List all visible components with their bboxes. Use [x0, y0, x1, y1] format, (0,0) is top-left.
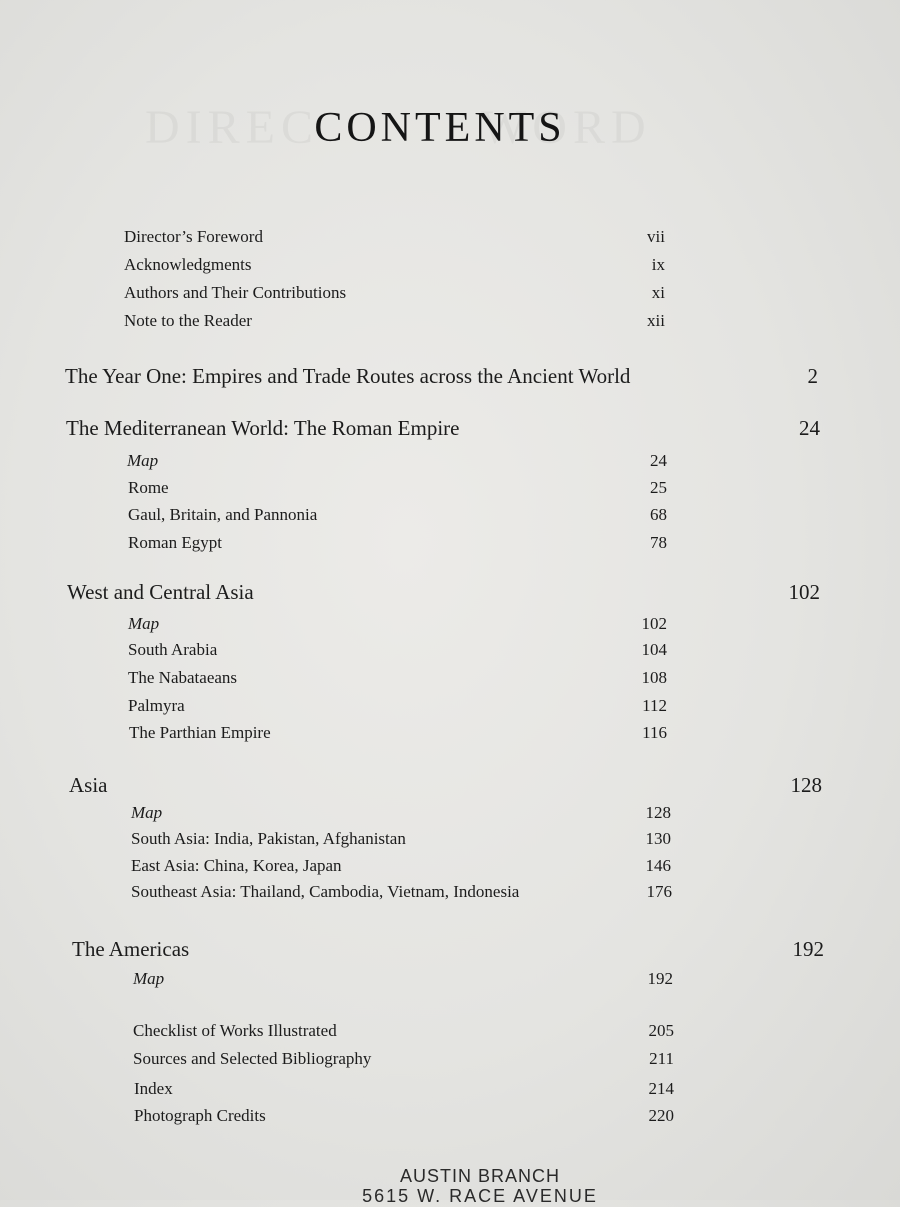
toc-entry-label: Map: [133, 969, 165, 988]
toc-entry-page: 128: [645, 803, 671, 822]
toc-entry: [134, 1106, 674, 1126]
toc-entry: [128, 640, 667, 660]
toc-entry-label: Roman Egypt: [128, 533, 222, 552]
toc-entry-label: Director’s Foreword: [124, 227, 263, 246]
toc-entry: [133, 1021, 674, 1041]
toc-entry-page: 116: [642, 723, 667, 742]
toc-entry: [128, 668, 667, 688]
toc-entry-page: 24: [650, 451, 667, 470]
library-stamp-line2: 5615 W. RACE AVENUE: [362, 1186, 598, 1206]
toc-entry-label: South Asia: India, Pakistan, Afghanistan: [131, 829, 406, 848]
toc-entry-page: 176: [646, 882, 672, 901]
toc-entry-page: 102: [641, 614, 667, 633]
toc-section-heading: [67, 580, 820, 605]
toc-entry-label: Note to the Reader: [124, 311, 252, 330]
toc-entry-page: 211: [649, 1049, 674, 1068]
section-page: 2: [807, 364, 818, 388]
toc-entry: [128, 478, 667, 498]
toc-entry-label: Checklist of Works Illustrated: [133, 1021, 337, 1040]
toc-entry-page: ix: [651, 255, 665, 274]
toc-entry: [128, 614, 667, 634]
toc-entry: [124, 227, 665, 247]
toc-entry: [129, 723, 667, 743]
toc-entry: [128, 533, 667, 553]
toc-entry-page: 130: [645, 829, 671, 848]
section-title: The Americas: [72, 937, 190, 961]
toc-entry-label: The Nabataeans: [128, 668, 238, 687]
section-page: 192: [792, 937, 824, 961]
toc-entry-page: 78: [650, 533, 667, 552]
toc-section-heading: [66, 416, 820, 441]
toc-entry-page: xii: [647, 311, 665, 330]
section-title: Asia: [69, 773, 108, 797]
toc-entry-label: Gaul, Britain, and Pannonia: [128, 505, 318, 524]
toc-section-heading: [69, 773, 822, 798]
toc-entry: [133, 969, 673, 989]
section-title: The Mediterranean World: The Roman Empire: [66, 416, 460, 440]
toc-section-heading: [72, 937, 824, 962]
toc-entry-page: 25: [650, 478, 667, 497]
toc-entry-label: Index: [134, 1079, 173, 1098]
toc-entry: [131, 829, 671, 849]
toc-entry-label: Map: [127, 451, 159, 470]
section-title: The Year One: Empires and Trade Routes across the Ancient World: [65, 364, 631, 388]
library-stamp-line1: AUSTIN BRANCH: [399, 1166, 560, 1186]
toc-entry-page: 146: [645, 856, 671, 875]
toc-entry: [128, 696, 667, 716]
toc-entry-label: Acknowledgments: [124, 255, 252, 274]
toc-entry: [124, 311, 665, 331]
toc-entry-label: Photograph Credits: [134, 1106, 266, 1125]
toc-entry-page: 192: [647, 969, 673, 988]
section-page: 128: [790, 773, 822, 797]
toc-entry-page: xi: [651, 283, 665, 302]
toc-entry-label: Sources and Selected Bibliography: [133, 1049, 372, 1068]
toc-entry-page: 205: [648, 1021, 674, 1040]
toc-entry-label: Map: [128, 614, 160, 633]
section-title: West and Central Asia: [67, 580, 254, 604]
toc-entry-label: East Asia: China, Korea, Japan: [131, 856, 342, 875]
section-page: 102: [788, 580, 820, 604]
toc-entry: [131, 803, 671, 823]
toc-entry-page: 104: [641, 640, 667, 659]
toc-entry: [131, 856, 671, 876]
toc-entry-page: 220: [648, 1106, 674, 1125]
toc-entry-page: 112: [642, 696, 667, 715]
toc-entry: [128, 505, 667, 525]
toc-entry-page: vii: [647, 227, 665, 246]
toc-entry-label: Map: [131, 803, 163, 822]
toc-entry-label: Palmyra: [128, 696, 185, 715]
page-title: CONTENTS: [314, 105, 566, 151]
toc-entry-label: Authors and Their Contributions: [124, 283, 347, 302]
toc-entry-label: South Arabia: [128, 640, 218, 659]
toc-entry-page: 214: [648, 1079, 674, 1098]
toc-entry-page: 108: [641, 668, 667, 687]
section-page: 24: [799, 416, 820, 440]
toc-section-heading: [65, 364, 818, 389]
toc-entry-label: The Parthian Empire: [129, 723, 271, 742]
toc-entry-page: 68: [650, 505, 667, 524]
toc-entry: [127, 451, 667, 471]
toc-entry-label: Rome: [128, 478, 169, 497]
toc-entry: [124, 283, 665, 303]
toc-entry: [134, 1079, 674, 1099]
toc-entry: [124, 255, 665, 275]
toc-entry: [133, 1049, 674, 1069]
toc-entry: [131, 882, 672, 902]
toc-entry-label: Southeast Asia: Thailand, Cambodia, Vietnam, Indonesia: [131, 882, 520, 901]
